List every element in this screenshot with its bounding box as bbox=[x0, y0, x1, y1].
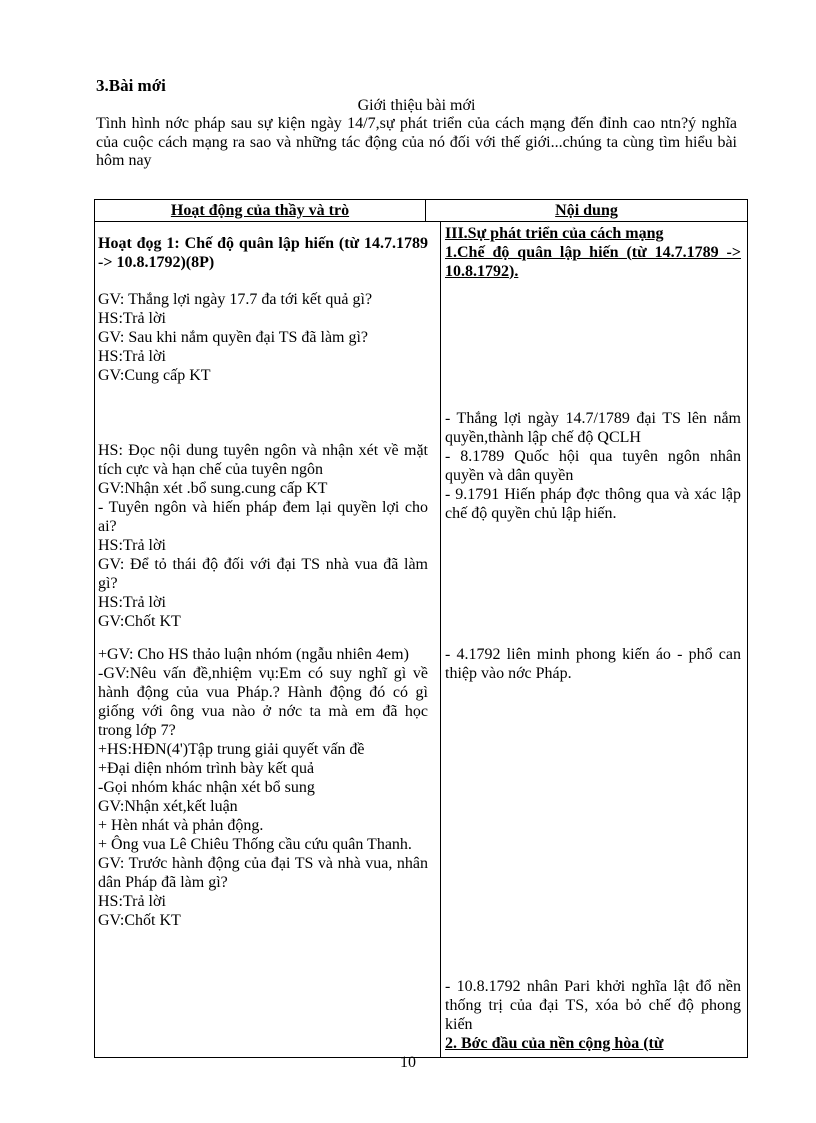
activity-1-title: Hoạt đọg 1: Chế độ quân lập hiến (từ 14.7.1789 -> 10.8.1792)(8P) bbox=[98, 234, 428, 271]
activity-line: -Gọi nhóm khác nhận xét bổ sung bbox=[98, 778, 315, 796]
content-notes-group-3 bbox=[445, 977, 741, 1053]
teacher-student-activities-column bbox=[95, 222, 441, 1057]
table-body-row bbox=[95, 222, 747, 1057]
activity-line: HS:Trả lời bbox=[98, 536, 166, 554]
activity-line: GV: Thắng lợi ngày 17.7 đa tới kết quả gì? bbox=[98, 290, 373, 308]
section-title: 3.Bài mới bbox=[96, 76, 166, 95]
intro-paragraph: Tình hình nớc pháp sau sự kiện ngày 14/7,sự phát triển của cách mạng đến đỉnh cao ntn?ý nghĩa của cuộc cách mạng ra sao và những tác động của nó đối với thế giới...chúng ta cùng tìm hiểu bài hôm nay bbox=[96, 115, 737, 169]
subsection-2-heading: 2. Bớc đầu của nền cộng hòa (từ bbox=[445, 1034, 664, 1052]
activity-line: GV:Chốt KT bbox=[98, 612, 181, 630]
content-note: - 8.1789 Quốc hội qua tuyên ngôn nhân quyền và dân quyền bbox=[445, 447, 741, 484]
intro-heading: Giới thiệu bài mới bbox=[357, 97, 476, 114]
activity-line: + Ông vua Lê Chiêu Thống cầu cứu quân Thanh. bbox=[98, 835, 412, 853]
lesson-plan-table bbox=[94, 199, 748, 1058]
activity-line: GV:Nhận xét,kết luận bbox=[98, 797, 238, 815]
content-note: - 9.1791 Hiến pháp đợc thông qua và xác lập chế độ quyền chủ lập hiến. bbox=[445, 485, 741, 522]
activity-line: GV:Cung cấp KT bbox=[98, 366, 211, 384]
activity-line: + Hèn nhát và phản động. bbox=[98, 816, 264, 834]
activity-line: GV: Để tỏ thái độ đối với đại TS nhà vua đã làm gì? bbox=[98, 555, 428, 592]
activity-line: HS:Trả lời bbox=[98, 892, 166, 910]
activity-line: GV: Sau khi nắm quyền đại TS đã làm gì? bbox=[98, 328, 369, 346]
content-note: - Thắng lợi ngày 14.7/1789 đại TS lên nắm quyền,thành lập chế độ QCLH bbox=[445, 409, 741, 446]
header-teacher-student-activities: Hoạt động của thầy và trò bbox=[95, 200, 426, 221]
header-content: Nội dung bbox=[555, 201, 618, 219]
activity-line: GV:Nhận xét .bổ sung.cung cấp KT bbox=[98, 479, 328, 497]
content-note: - 10.8.1792 nhân Pari khởi nghĩa lật đổ nền thống trị của đại TS, xóa bỏ chế độ phong kiến bbox=[445, 977, 741, 1033]
activity-line: GV: Trước hành động của đại TS và nhà vua, nhân dân Pháp đã làm gì? bbox=[98, 854, 428, 891]
content-column bbox=[441, 222, 747, 1057]
activity-line: GV:Chốt KT bbox=[98, 911, 181, 929]
spacer bbox=[98, 631, 428, 645]
activity-line: +GV: Cho HS thảo luận nhóm (ngẫu nhiên 4em) bbox=[98, 645, 409, 663]
spacer bbox=[98, 385, 428, 441]
activity-line: HS: Đọc nội dung tuyên ngôn và nhận xét về mặt tích cực và hạn chế của tuyên ngôn bbox=[98, 441, 428, 478]
activity-line: -GV:Nêu vấn đề,nhiệm vụ:Em có suy nghĩ gì về hành động của vua Pháp.? Hành động đó có gì giống với ông vua nào ở nớc ta mà em đã học trong lớp 7? bbox=[98, 664, 428, 739]
activity-line: HS:Trả lời bbox=[98, 347, 166, 365]
activity-line: HS:Trả lời bbox=[98, 309, 166, 327]
content-note: - 4.1792 liên minh phong kiến áo - phổ can thiệp vào nớc Pháp. bbox=[445, 645, 741, 682]
spacer bbox=[98, 272, 428, 290]
section-heading: III.Sự phát triển của cách mạng bbox=[445, 224, 664, 242]
content-notes-group-2 bbox=[445, 645, 741, 683]
activity-line: - Tuyên ngôn và hiến pháp đem lại quyền lợi cho ai? bbox=[98, 498, 428, 535]
subsection-1-heading: 1.Chế độ quân lập hiến (từ 14.7.1789 -> 10.8.1792). bbox=[445, 243, 741, 280]
content-notes-group-1 bbox=[445, 409, 741, 523]
page-number: 10 bbox=[400, 1054, 416, 1071]
activity-line: HS:Trả lời bbox=[98, 593, 166, 611]
activity-line: +Đại diện nhóm trình bày kết quả bbox=[98, 759, 315, 777]
table-header-row bbox=[95, 200, 747, 222]
activity-line: +HS:HĐN(4')Tập trung giải quyết vấn đề bbox=[98, 740, 365, 758]
